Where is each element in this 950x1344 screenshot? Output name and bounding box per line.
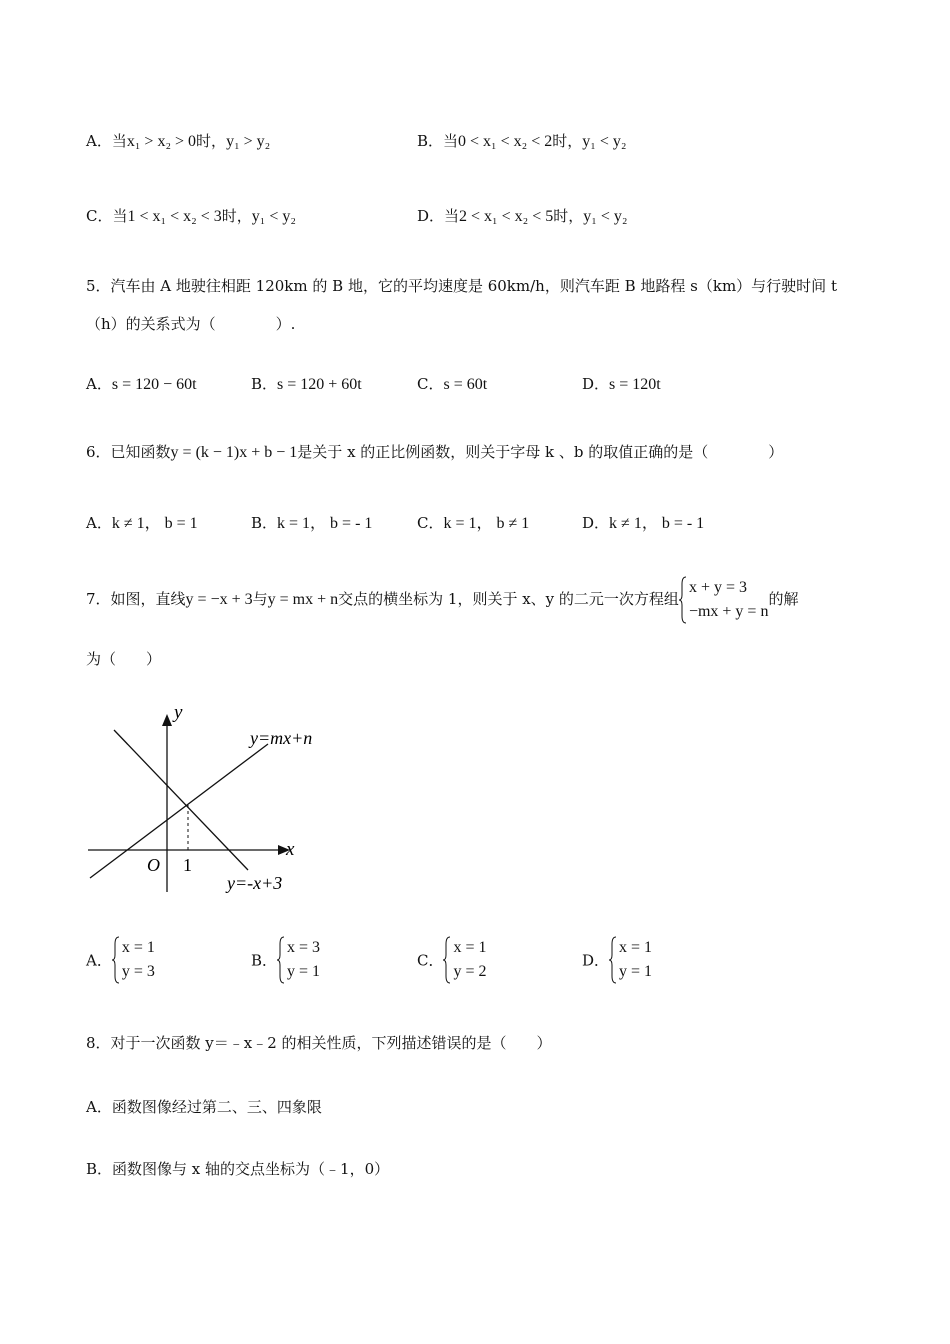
q4-option-d: D．当2 < x₁ < x₂ < 5时，y₁ < y₂: [417, 207, 628, 225]
q6-option-a-values: k ≠ 1， b = 1: [111, 515, 198, 532]
q4-option-b: B．当0 < x₁ < x₂ < 2时，y₁ < y₂: [417, 132, 627, 150]
q5-option-c-equation: s = 60t: [443, 376, 488, 393]
graph-origin-label: O: [147, 855, 160, 875]
q7-stem-line1: 7．如图，直线y = −x + 3与y = mx + n交点的横坐标为 1，则关于 x、y 的二元一次方程组 x + y = 3 −mx + y = n 的解: [86, 576, 798, 624]
q6-option-b: B．k = 1， b = - 1: [251, 514, 373, 532]
q7-equation-system: x + y = 3 −mx + y = n: [679, 576, 769, 624]
q5-option-a-equation: s = 120 − 60t: [111, 376, 197, 393]
q7-option-a-system: x = 1 y = 3: [112, 936, 155, 984]
q8-stem: 8．对于一次函数 y＝﹣x﹣2 的相关性质，下列描述错误的是（ ）: [86, 1034, 552, 1052]
q5-option-a: A．s = 120 − 60t: [86, 375, 197, 393]
q5-stem-line2: （h）的关系式为（ ）.: [86, 315, 296, 333]
q7-option-b-system: x = 3 y = 1: [277, 936, 320, 984]
q8-option-a: A．函数图像经过第二、三、四象限: [86, 1098, 322, 1116]
q4-option-a-condition: x₁ > x₂ > 0: [126, 133, 197, 150]
q7-line-eq1: y = −x + 3: [185, 591, 253, 608]
q4-option-d-result: y₁ < y₂: [583, 208, 628, 225]
q7-coordinate-graph: [80, 700, 320, 900]
q5-option-d: D．s = 120t: [582, 375, 661, 393]
q5-option-c: C．s = 60t: [417, 375, 488, 393]
graph-y-label: y: [174, 702, 183, 723]
line-y-mx-plus-n: [90, 744, 268, 878]
brace-icon: [277, 936, 285, 984]
q4-option-c-condition: 1 < x₁ < x₂ < 3: [127, 208, 222, 225]
q4-option-b-result: y₁ < y₂: [582, 133, 627, 150]
q7-option-d: D． x = 1 y = 1: [582, 936, 652, 984]
graph-tick-1-label: 1: [183, 855, 192, 875]
brace-icon: [443, 936, 451, 984]
q7-stem-line2: 为（ ）: [86, 650, 162, 668]
q5-option-d-equation: s = 120t: [609, 376, 661, 393]
q7-option-c-system: x = 1 y = 2: [443, 936, 486, 984]
q4-option-d-condition: 2 < x₁ < x₂ < 5: [459, 208, 554, 225]
q5-stem-line1: 5．汽车由 A 地驶往相距 120km 的 B 地，它的平均速度是 60km/h，则汽车距 B 地路程 s（km）与行驶时间 t: [86, 277, 837, 295]
q8-option-b: B．函数图像与 x 轴的交点坐标为（﹣1，0）: [86, 1160, 390, 1178]
q4-option-b-condition: 0 < x₁ < x₂ < 2: [458, 133, 553, 150]
q5-option-b: B．s = 120 + 60t: [251, 375, 362, 393]
q7-option-a: A． x = 1 y = 3: [86, 936, 155, 984]
q6-option-b-values: k = 1， b = - 1: [277, 515, 373, 532]
graph-x-label: x: [286, 839, 295, 860]
q4-option-c-result: y₁ < y₂: [251, 208, 296, 225]
q7-line-eq2: y = mx + n: [267, 591, 339, 608]
graph-line1-label: y=mx+n: [250, 728, 313, 748]
q7-option-c: C． x = 1 y = 2: [417, 936, 487, 984]
y-axis-arrow-icon: [162, 714, 172, 726]
q6-function: y = (k − 1)x + b − 1: [170, 444, 298, 461]
q5-option-b-equation: s = 120 + 60t: [277, 376, 362, 393]
q6-stem: 6．已知函数y = (k − 1)x + b − 1是关于 x 的正比例函数，则关于字母 k 、b 的取值正确的是（ ）: [86, 443, 784, 461]
brace-icon: [679, 576, 687, 624]
q6-option-a: A．k ≠ 1， b = 1: [86, 514, 198, 532]
q6-option-d: D．k ≠ 1， b = - 1: [582, 514, 705, 532]
brace-icon: [112, 936, 120, 984]
q7-option-b: B． x = 3 y = 1: [251, 936, 320, 984]
q4-option-a-result: y₁ > y₂: [226, 133, 271, 150]
q4-option-c: C．当1 < x₁ < x₂ < 3时，y₁ < y₂: [86, 207, 296, 225]
q7-option-d-system: x = 1 y = 1: [609, 936, 652, 984]
brace-icon: [609, 936, 617, 984]
q6-option-c-values: k = 1， b ≠ 1: [443, 515, 530, 532]
graph-line2-label: y=-x+3: [227, 873, 283, 893]
q6-option-c: C．k = 1， b ≠ 1: [417, 514, 530, 532]
line-y-neg-x-plus-3: [114, 730, 248, 870]
q6-option-d-values: k ≠ 1， b = - 1: [609, 515, 705, 532]
q4-option-a: A．当x₁ > x₂ > 0时，y₁ > y₂: [86, 132, 271, 150]
